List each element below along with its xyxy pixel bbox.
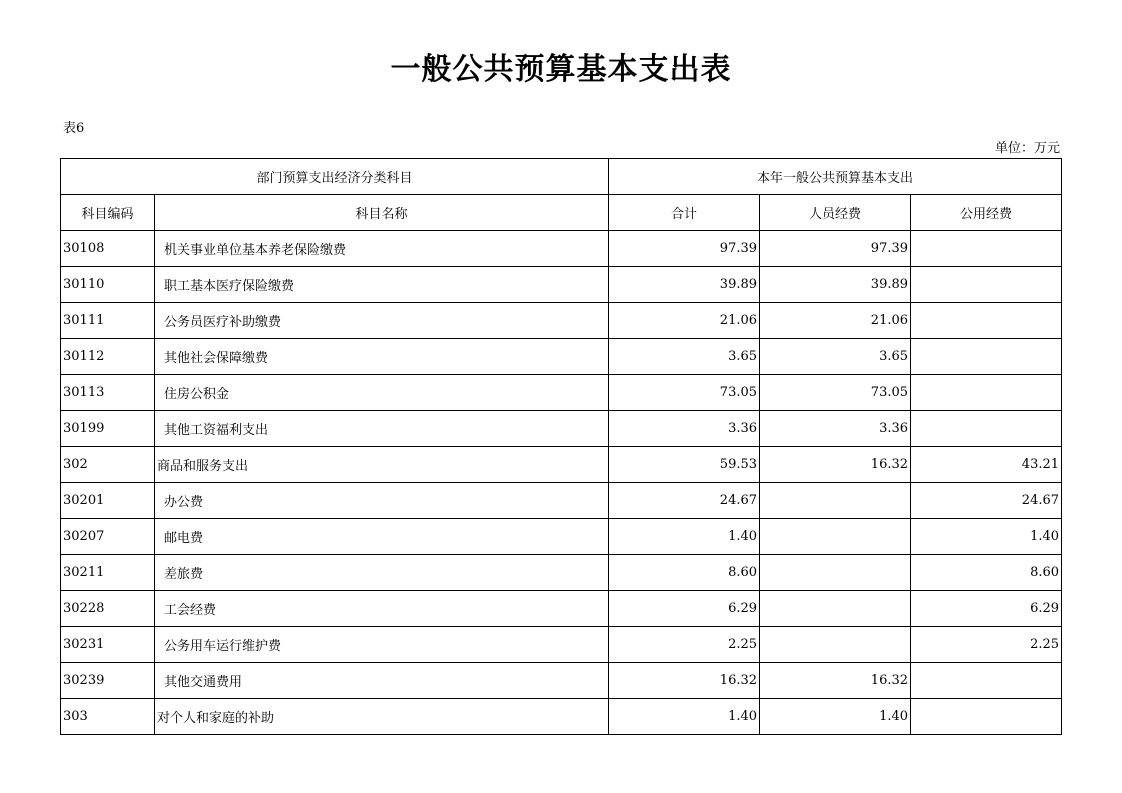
cell-name: 公务用车运行维护费 [155,627,609,663]
cell-total: 3.36 [609,411,760,447]
cell-code: 30207 [61,519,155,555]
table-row [61,267,1062,303]
table-row [61,627,1062,663]
cell-total: 24.67 [609,483,760,519]
cell-total: 6.29 [609,591,760,627]
cell-public [911,699,1062,735]
cell-name: 差旅费 [155,555,609,591]
cell-personnel [760,519,911,555]
cell-code: 30111 [61,303,155,339]
table-row [61,699,1062,735]
cell-code: 30110 [61,267,155,303]
cell-code: 30113 [61,375,155,411]
cell-name: 职工基本医疗保险缴费 [155,267,609,303]
cell-total: 2.25 [609,627,760,663]
cell-total: 39.89 [609,267,760,303]
cell-name: 其他社会保障缴费 [155,339,609,375]
cell-public [911,663,1062,699]
cell-personnel [760,555,911,591]
header-name: 科目名称 [155,195,609,231]
unit-label: 单位：万元 [994,141,1060,156]
cell-name: 邮电费 [155,519,609,555]
cell-personnel: 21.06 [760,303,911,339]
cell-code: 30231 [61,627,155,663]
cell-total: 8.60 [609,555,760,591]
table-row [61,447,1062,483]
cell-code: 30201 [61,483,155,519]
cell-public [911,339,1062,375]
cell-public [911,231,1062,267]
cell-total: 59.53 [609,447,760,483]
cell-name: 对个人和家庭的补助 [155,699,609,735]
budget-table [60,158,1062,735]
cell-personnel: 73.05 [760,375,911,411]
table-body [61,231,1062,735]
cell-public: 24.67 [911,483,1062,519]
cell-code: 303 [61,699,155,735]
cell-code: 302 [61,447,155,483]
cell-total: 97.39 [609,231,760,267]
header-code: 科目编码 [61,195,155,231]
table-row [61,339,1062,375]
header-total: 合计 [609,195,760,231]
table-row [61,411,1062,447]
cell-public [911,375,1062,411]
header-group-row [61,159,1062,195]
table-number: 表6 [63,121,85,136]
cell-public [911,411,1062,447]
table-row [61,555,1062,591]
header-personnel: 人员经费 [760,195,911,231]
cell-public: 43.21 [911,447,1062,483]
cell-public: 1.40 [911,519,1062,555]
cell-personnel: 39.89 [760,267,911,303]
cell-total: 73.05 [609,375,760,411]
cell-total: 21.06 [609,303,760,339]
table-row [61,375,1062,411]
cell-personnel [760,591,911,627]
cell-name: 住房公积金 [155,375,609,411]
table-row [61,519,1062,555]
cell-personnel [760,483,911,519]
cell-name: 工会经费 [155,591,609,627]
cell-code: 30199 [61,411,155,447]
cell-personnel: 3.65 [760,339,911,375]
cell-public [911,303,1062,339]
header-group-basic-expenditure: 本年一般公共预算基本支出 [609,159,1062,195]
cell-name: 公务员医疗补助缴费 [155,303,609,339]
cell-public: 6.29 [911,591,1062,627]
cell-total: 3.65 [609,339,760,375]
cell-personnel: 16.32 [760,663,911,699]
cell-code: 30239 [61,663,155,699]
cell-public [911,267,1062,303]
cell-name: 其他工资福利支出 [155,411,609,447]
cell-public: 8.60 [911,555,1062,591]
cell-name: 其他交通费用 [155,663,609,699]
header-public: 公用经费 [911,195,1062,231]
cell-personnel: 16.32 [760,447,911,483]
table-row [61,663,1062,699]
page-title: 一般公共预算基本支出表 [390,52,732,87]
cell-name: 办公费 [155,483,609,519]
cell-personnel: 1.40 [760,699,911,735]
cell-code: 30228 [61,591,155,627]
cell-name: 机关事业单位基本养老保险缴费 [155,231,609,267]
header-group-classification: 部门预算支出经济分类科目 [61,159,609,195]
cell-total: 16.32 [609,663,760,699]
cell-personnel [760,627,911,663]
cell-total: 1.40 [609,699,760,735]
table-row [61,231,1062,267]
cell-public: 2.25 [911,627,1062,663]
table-row [61,483,1062,519]
cell-code: 30211 [61,555,155,591]
cell-personnel: 3.36 [760,411,911,447]
header-column-row [61,195,1062,231]
cell-total: 1.40 [609,519,760,555]
cell-code: 30112 [61,339,155,375]
table-row [61,591,1062,627]
cell-name: 商品和服务支出 [155,447,609,483]
cell-personnel: 97.39 [760,231,911,267]
table-row [61,303,1062,339]
cell-code: 30108 [61,231,155,267]
